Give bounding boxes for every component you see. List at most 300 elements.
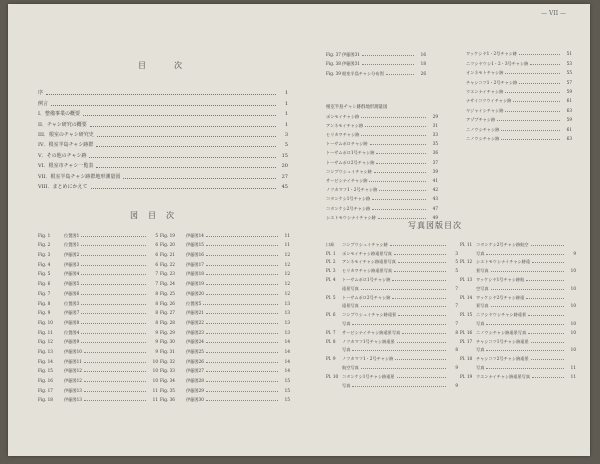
plate-entry-page: 7 xyxy=(455,320,458,326)
figure-entry-page: 12 xyxy=(284,261,290,267)
dot-leader xyxy=(206,400,278,401)
figure-entry xyxy=(160,364,290,374)
figure-entry-page: 15 xyxy=(284,397,290,403)
figure-entry-number: Fig. 27 xyxy=(160,310,175,316)
figure-entry-page: 7 xyxy=(155,281,158,287)
figure-entry-page: 18 xyxy=(420,61,426,66)
plate-entry-label: ノツカマフ1・2号チャシ跡 xyxy=(342,356,394,362)
dot-leader xyxy=(392,298,446,299)
plate-entry-label: サービシナイチャシ跡遠景写真 xyxy=(342,329,401,335)
plate-entry-number: 口絵 xyxy=(326,241,335,247)
survey-entry-page: 51 xyxy=(566,51,572,57)
plate-entry-label: 写真 xyxy=(476,347,485,353)
dot-leader xyxy=(123,178,276,179)
plate-entry-page: 10 xyxy=(570,347,576,353)
dot-leader xyxy=(370,144,426,145)
plate-entry-number: Pl. 18 xyxy=(460,356,473,362)
plate-entry-label: アンネモイチャシ跡遠景写真 xyxy=(342,259,396,265)
plate-entry xyxy=(326,379,458,388)
toc-entry-label: III．根室のチャシ研究史 xyxy=(38,131,94,138)
figure-entry xyxy=(160,247,290,257)
figure-entry-label: 位置図4 xyxy=(64,329,80,335)
survey-entry-page: 33 xyxy=(432,132,438,138)
survey-entry-label: ヤジャイシチャシ跡 xyxy=(466,107,504,113)
plate-entry xyxy=(460,238,576,247)
survey-entry-page: 63 xyxy=(566,107,572,113)
plate-entry-page: 10 xyxy=(570,303,576,309)
dot-leader xyxy=(84,400,146,401)
survey-entry-page: 61 xyxy=(566,126,572,132)
dot-leader xyxy=(526,298,564,299)
survey-entry xyxy=(466,122,572,131)
toc-entry xyxy=(38,107,288,117)
survey-entry-label: アンネモイチャシ跡 xyxy=(326,122,364,128)
dot-leader xyxy=(528,333,564,334)
dot-leader xyxy=(361,289,446,290)
survey-entry-label: コタンケシ2号チャシ跡 xyxy=(326,205,371,211)
dot-leader xyxy=(81,333,146,334)
figure-entry xyxy=(38,335,158,345)
dot-leader xyxy=(376,153,426,154)
plate-entry-number: Pl. 5 xyxy=(326,294,336,300)
survey-entry-page: 39 xyxy=(432,168,438,174)
dot-leader xyxy=(372,209,426,210)
plate-entry xyxy=(326,370,458,379)
plate-entry xyxy=(326,352,458,361)
figure-entry-page: 11 xyxy=(152,397,158,403)
survey-entry-label: コタンケシ1号チャシ跡 xyxy=(326,196,371,202)
dot-leader xyxy=(497,120,560,121)
figure-entry-number: Fig. 15 xyxy=(38,368,53,374)
figure-entry-number: Fig. 13 xyxy=(38,348,53,354)
dot-leader xyxy=(505,73,560,74)
plate-entry-number: Pl. 3 xyxy=(326,268,336,274)
plate-entry xyxy=(326,335,458,344)
figure-entry-label: 伊藤図20 xyxy=(186,290,204,296)
plate-entry-label: ヒリカワチャシ跡遠景写真 xyxy=(342,268,393,274)
plate-entry-number: Pl. 13 xyxy=(460,276,473,282)
figure-entry-page: 8 xyxy=(155,310,158,316)
plate-entry-page: 10 xyxy=(570,285,576,291)
plates-column-2 xyxy=(460,238,576,379)
plate-entry-label: チャシコツ2号チャシ跡遠景 xyxy=(476,356,529,362)
plate-entry-page: 5 xyxy=(455,268,458,274)
plate-entry xyxy=(326,361,458,370)
figures-column-3 xyxy=(326,47,426,76)
toc-entry-page: 3 xyxy=(284,131,288,138)
dot-leader xyxy=(84,362,146,363)
figure-entry-label: 伊藤図13 xyxy=(64,387,82,393)
dot-leader xyxy=(81,265,146,266)
figure-entry-number: Fig. 37 xyxy=(326,51,341,57)
figures-column-2 xyxy=(160,228,290,402)
survey-entry-page: 35 xyxy=(432,141,438,147)
figure-entry-label: 伊藤図22 xyxy=(186,319,204,325)
figure-entry-page: 6 xyxy=(155,261,158,267)
plate-entry-label: コンブウシュイチャシ跡遠景 xyxy=(342,312,397,318)
dot-leader xyxy=(378,218,426,219)
plate-entry xyxy=(460,361,576,370)
figure-entry-page: 11 xyxy=(284,232,290,238)
figure-entry-label: 伊藤図18 xyxy=(186,271,204,277)
figure-entry xyxy=(38,344,158,354)
survey-entry-page: 42 xyxy=(432,187,438,193)
dot-leader xyxy=(486,368,564,369)
dot-leader xyxy=(531,342,564,343)
figure-entry-number: Fig. 10 xyxy=(38,319,53,325)
plate-entry-number: Pl. 14 xyxy=(460,294,473,300)
plates-title: 写真図版目次 xyxy=(408,221,462,230)
figure-entry-label: 伊藤図8 xyxy=(64,319,80,325)
survey-entry xyxy=(326,192,438,201)
plate-entry xyxy=(326,326,458,335)
plate-entry xyxy=(460,335,576,344)
dot-leader xyxy=(206,284,278,285)
figure-entry-number: Fig. 22 xyxy=(160,261,175,267)
toc-entry xyxy=(38,138,288,148)
survey-column-2 xyxy=(466,47,572,141)
plate-entry-number: Pl. 9 xyxy=(326,356,336,362)
survey-entry-page: 61 xyxy=(566,98,572,104)
dot-leader xyxy=(397,377,446,378)
plate-entry-label: 写真 xyxy=(342,347,351,353)
figure-entry-number: Fig. 6 xyxy=(38,281,51,287)
dot-leader xyxy=(84,371,146,372)
dot-leader xyxy=(91,188,276,189)
figure-entry-page: 13 xyxy=(284,319,290,325)
dot-leader xyxy=(89,157,276,158)
dot-leader xyxy=(352,386,446,387)
plate-entry-number: Pl. 11 xyxy=(460,241,473,247)
plate-entry-label: 写真 xyxy=(342,382,351,388)
dot-leader xyxy=(402,333,446,334)
figure-entry-label: 伊藤図25 xyxy=(186,348,204,354)
figure-entry xyxy=(38,383,158,393)
figure-entry-page: 12 xyxy=(284,281,290,287)
figure-entry xyxy=(38,276,158,286)
survey-entry-page: 55 xyxy=(566,70,572,76)
plate-entry xyxy=(326,291,458,300)
figure-entry-page: 8 xyxy=(155,300,158,306)
plate-entry-page: 5 xyxy=(455,259,458,265)
figure-entry-label: 伊藤図28 xyxy=(186,378,204,383)
figure-entry-label: 伊藤図29 xyxy=(186,387,204,393)
figure-entry-page: 10 xyxy=(152,368,158,374)
figure-entry-label: 伊藤図3 xyxy=(64,261,80,267)
plate-entry-label: コンブウシュイチャシ跡 xyxy=(342,241,388,247)
plate-entry xyxy=(326,317,458,326)
plate-entry-number: Pl. 17 xyxy=(460,338,473,344)
figure-entry-label: 伊藤図2 xyxy=(64,252,80,258)
figure-entry xyxy=(326,66,426,76)
figure-entry-number: Fig. 25 xyxy=(160,290,175,296)
figure-entry xyxy=(160,276,290,286)
plate-entry-number: Pl. 6 xyxy=(326,312,336,318)
plate-entry-number: Pl. 10 xyxy=(326,373,339,379)
dot-leader xyxy=(531,245,564,246)
figure-entry-page: 12 xyxy=(284,290,290,296)
dot-leader xyxy=(206,381,278,382)
figure-entry-label: 伊藤図30 xyxy=(186,397,204,403)
figure-entry-number: Fig. 18 xyxy=(38,397,53,403)
figure-entry-page: 13 xyxy=(284,300,290,306)
figure-entry-number: Fig. 28 xyxy=(160,319,175,325)
plate-entry xyxy=(326,247,458,256)
survey-entry-label: ナサイコツウイチャシ跡 xyxy=(466,98,512,104)
toc-entry xyxy=(38,169,288,179)
survey-entry xyxy=(466,132,572,141)
figure-entry-label: 伊藤図15 xyxy=(186,242,204,248)
figure-entry xyxy=(38,238,158,248)
toc-entry-page: 15 xyxy=(281,152,288,159)
figure-entry xyxy=(160,286,290,296)
survey-entry xyxy=(326,174,438,183)
dot-leader xyxy=(90,126,276,127)
plate-entry-label: 遠景写真 xyxy=(342,285,359,291)
plate-entry-label: トーサムポロ2号チャシ跡 xyxy=(342,294,391,300)
figure-entry-page: 10 xyxy=(152,358,158,364)
figures-title: 図目次 xyxy=(130,211,184,220)
dot-leader xyxy=(501,139,560,140)
dot-leader xyxy=(531,359,564,360)
figure-entry-label: 伊藤図21 xyxy=(186,310,204,316)
dot-leader xyxy=(365,126,426,127)
figure-entry-page: 8 xyxy=(155,319,158,325)
dot-leader xyxy=(394,254,446,255)
dot-leader xyxy=(486,350,564,351)
figure-entry-page: 6 xyxy=(155,242,158,248)
survey-entry-label: シエトモウシナイチャシ跡 xyxy=(326,214,376,220)
plate-entry-label: 景写真 xyxy=(476,268,489,274)
toc-entry-label: IV．根室半島チャシ跡群 xyxy=(38,142,94,149)
plate-entry-page: 9 xyxy=(455,364,458,370)
plate-entry-page: 3 xyxy=(455,250,458,256)
plate-entry xyxy=(326,264,458,273)
figure-entry xyxy=(160,335,290,345)
plate-entry-page: 8 xyxy=(455,329,458,335)
toc-entry-page: 5 xyxy=(284,142,288,149)
figure-entry xyxy=(326,57,426,67)
figure-entry-number: Fig. 12 xyxy=(38,339,53,345)
figure-entry xyxy=(160,228,290,238)
survey-entry-page: 63 xyxy=(566,135,572,141)
figure-entry-page: 13 xyxy=(284,329,290,335)
plate-entry-number: Pl. 16 xyxy=(460,329,473,335)
figure-entry-number: Fig. 19 xyxy=(160,232,175,238)
figure-entry-page: 6 xyxy=(155,252,158,258)
dot-leader xyxy=(81,342,146,343)
toc-entry-page: 1 xyxy=(284,121,288,128)
plate-entry-page: 7 xyxy=(455,303,458,309)
dot-leader xyxy=(206,371,278,372)
figure-entry-number: Fig. 2 xyxy=(38,242,51,248)
figure-entry xyxy=(38,373,158,383)
survey-entry-page: 37 xyxy=(432,159,438,165)
dot-leader xyxy=(81,274,146,275)
dot-leader xyxy=(81,255,146,256)
dot-leader xyxy=(532,377,564,378)
figure-entry-label: 伊藤図12 xyxy=(64,368,82,374)
dot-leader xyxy=(206,323,278,324)
plate-entry-number: Pl. 4 xyxy=(326,276,336,282)
toc-entry xyxy=(38,117,288,127)
dot-leader xyxy=(81,323,146,324)
survey-entry-label: ウエンナイチャシ跡 xyxy=(466,88,504,94)
figure-entry-number: Fig. 16 xyxy=(38,378,53,383)
figure-entry-number: Fig. 23 xyxy=(160,271,175,277)
figure-entry xyxy=(38,354,158,364)
dot-leader xyxy=(361,368,446,369)
dot-leader xyxy=(379,190,426,191)
figure-entry-label: 位置図1 xyxy=(64,232,80,238)
dot-leader xyxy=(81,284,146,285)
dot-leader xyxy=(526,280,564,281)
dot-leader xyxy=(528,315,564,316)
plate-entry xyxy=(460,344,576,353)
dot-leader xyxy=(486,254,564,255)
plate-entry-label: 写真 xyxy=(476,250,485,256)
figures-column-1 xyxy=(38,228,158,402)
figure-entry-label: 位置図1 xyxy=(64,242,80,248)
toc-entry-page: 45 xyxy=(281,183,288,190)
figure-entry xyxy=(160,238,290,248)
plate-entry xyxy=(326,238,458,247)
plate-entry xyxy=(326,282,458,291)
toc-entry xyxy=(38,86,288,96)
survey-entry xyxy=(326,146,438,155)
survey-entry-page: 41 xyxy=(432,178,438,183)
toc-entry xyxy=(38,128,288,138)
survey-entry xyxy=(466,94,572,103)
figure-entry-page: 15 xyxy=(284,387,290,393)
figure-entry-number: Fig. 4 xyxy=(38,261,51,267)
figure-entry xyxy=(38,393,158,403)
dot-leader xyxy=(81,236,146,237)
figure-entry-page: 5 xyxy=(155,232,158,238)
survey-entry-label: ワッケシヤ1・2号チャシ跡 xyxy=(466,51,517,57)
dot-leader xyxy=(84,381,146,382)
dot-leader xyxy=(83,115,276,116)
figure-entry-number: Fig. 17 xyxy=(38,387,53,393)
plate-entry-page: 10 xyxy=(570,320,576,326)
toc-entry-page: 1 xyxy=(284,90,288,97)
figure-entry-number: Fig. 14 xyxy=(38,358,53,364)
dot-leader xyxy=(394,271,446,272)
figure-entry xyxy=(38,306,158,316)
plate-entry-number: Pl. 8 xyxy=(326,338,336,344)
figure-entry-label: 伊藤図23 xyxy=(186,329,204,335)
figure-entry-label: 伊藤図16 xyxy=(186,252,204,258)
figure-entry xyxy=(160,315,290,325)
survey-entry xyxy=(466,47,572,56)
figure-entry-number: Fig. 38 xyxy=(326,61,341,66)
plate-entry xyxy=(460,247,576,256)
plate-entry-label: ポンモイチャシ跡遠景写真 xyxy=(342,250,392,256)
dot-leader xyxy=(81,294,146,295)
toc-entry-page: 1 xyxy=(284,100,288,107)
figure-entry xyxy=(38,267,158,277)
figure-entry xyxy=(160,325,290,335)
figure-entry-page: 8 xyxy=(155,290,158,296)
survey-entry xyxy=(466,103,572,112)
dot-leader xyxy=(491,306,564,307)
plate-entry-label: 写真 xyxy=(476,320,485,326)
survey-entry-page: 47 xyxy=(432,205,438,211)
plate-entry-page: 10 xyxy=(570,268,576,274)
figure-entry-label: 伊藤図31 xyxy=(342,51,360,57)
survey-entry xyxy=(326,165,438,174)
figure-entry-label: 伊藤図14 xyxy=(186,232,204,238)
figure-entry-number: Fig. 1 xyxy=(38,232,51,238)
figure-entry-number: Fig. 21 xyxy=(160,252,175,258)
survey-entry xyxy=(326,128,438,137)
dot-leader xyxy=(491,271,564,272)
figure-entry xyxy=(160,383,290,393)
survey-entry xyxy=(466,56,572,65)
figure-entry-number: Fig. 30 xyxy=(160,339,175,345)
dot-leader xyxy=(203,304,278,305)
plate-entry-label: 航空写真 xyxy=(342,364,359,370)
toc-entry-label: I．整備事業の概要 xyxy=(38,111,80,118)
dot-leader xyxy=(372,199,426,200)
dot-leader xyxy=(376,163,426,164)
figure-entry-label: 伊藤図26 xyxy=(186,358,204,364)
toc-entry xyxy=(38,96,288,106)
figure-entry-page: 11 xyxy=(152,387,158,393)
figure-entry xyxy=(38,286,158,296)
survey-entry xyxy=(466,66,572,75)
survey-column-1 xyxy=(326,100,438,220)
figure-entry xyxy=(38,315,158,325)
plate-entry xyxy=(326,344,458,353)
survey-entry-page: 43 xyxy=(432,196,438,202)
figure-entry xyxy=(38,228,158,238)
figure-entry-number: Fig. 32 xyxy=(160,358,175,364)
figure-entry-label: 伊藤図4 xyxy=(64,271,80,277)
dot-leader xyxy=(519,83,560,84)
survey-entry-label: ヒリカワチャシ跡 xyxy=(326,132,360,138)
figure-entry-page: 16 xyxy=(420,51,426,57)
figure-entry-number: Fig. 39 xyxy=(326,70,341,76)
figure-entry-number: Fig. 35 xyxy=(160,387,175,393)
dot-leader xyxy=(361,117,426,118)
figure-entry-label: 伊藤図10 xyxy=(64,348,82,354)
toc-entry-label: VI．根室市チャシ一覧表 xyxy=(38,163,94,170)
survey-entry-label: ノツカマフ1・2号チャシ跡 xyxy=(326,187,378,193)
plate-entry xyxy=(460,273,576,282)
survey-entry-label: トーサムポロ1号チャシ跡 xyxy=(326,150,375,156)
figure-entry-label: 伊藤図19 xyxy=(186,281,204,287)
survey-title: 根室半島チャシ跡群地形測量図 xyxy=(326,104,388,110)
figure-entry-label: 伊藤図9 xyxy=(64,339,80,345)
survey-entry-label: ニツシヤウシ1・2・3号チャシ跡 xyxy=(466,60,529,66)
figure-entry-label: 伊藤図6 xyxy=(64,290,80,296)
figure-entry-number: Fig. 36 xyxy=(160,397,175,403)
plate-entry-label: 写真 xyxy=(342,320,351,326)
plate-entry-label: コタンケシ1号チャシ跡遠景 xyxy=(342,373,395,379)
plate-entry-number: Pl. 2 xyxy=(326,259,336,265)
toc-entry-label: 序 xyxy=(38,90,44,97)
figure-entry xyxy=(160,257,290,267)
dot-leader xyxy=(206,255,278,256)
dot-leader xyxy=(501,130,560,131)
plate-entry-label: ニツシヤウシチャシ跡遠景 xyxy=(476,312,527,318)
figure-entry xyxy=(160,267,290,277)
survey-entry-page: 53 xyxy=(566,60,572,66)
figure-entry-number: Fig. 7 xyxy=(38,290,51,296)
dot-leader xyxy=(96,167,276,168)
dot-leader xyxy=(81,304,146,305)
